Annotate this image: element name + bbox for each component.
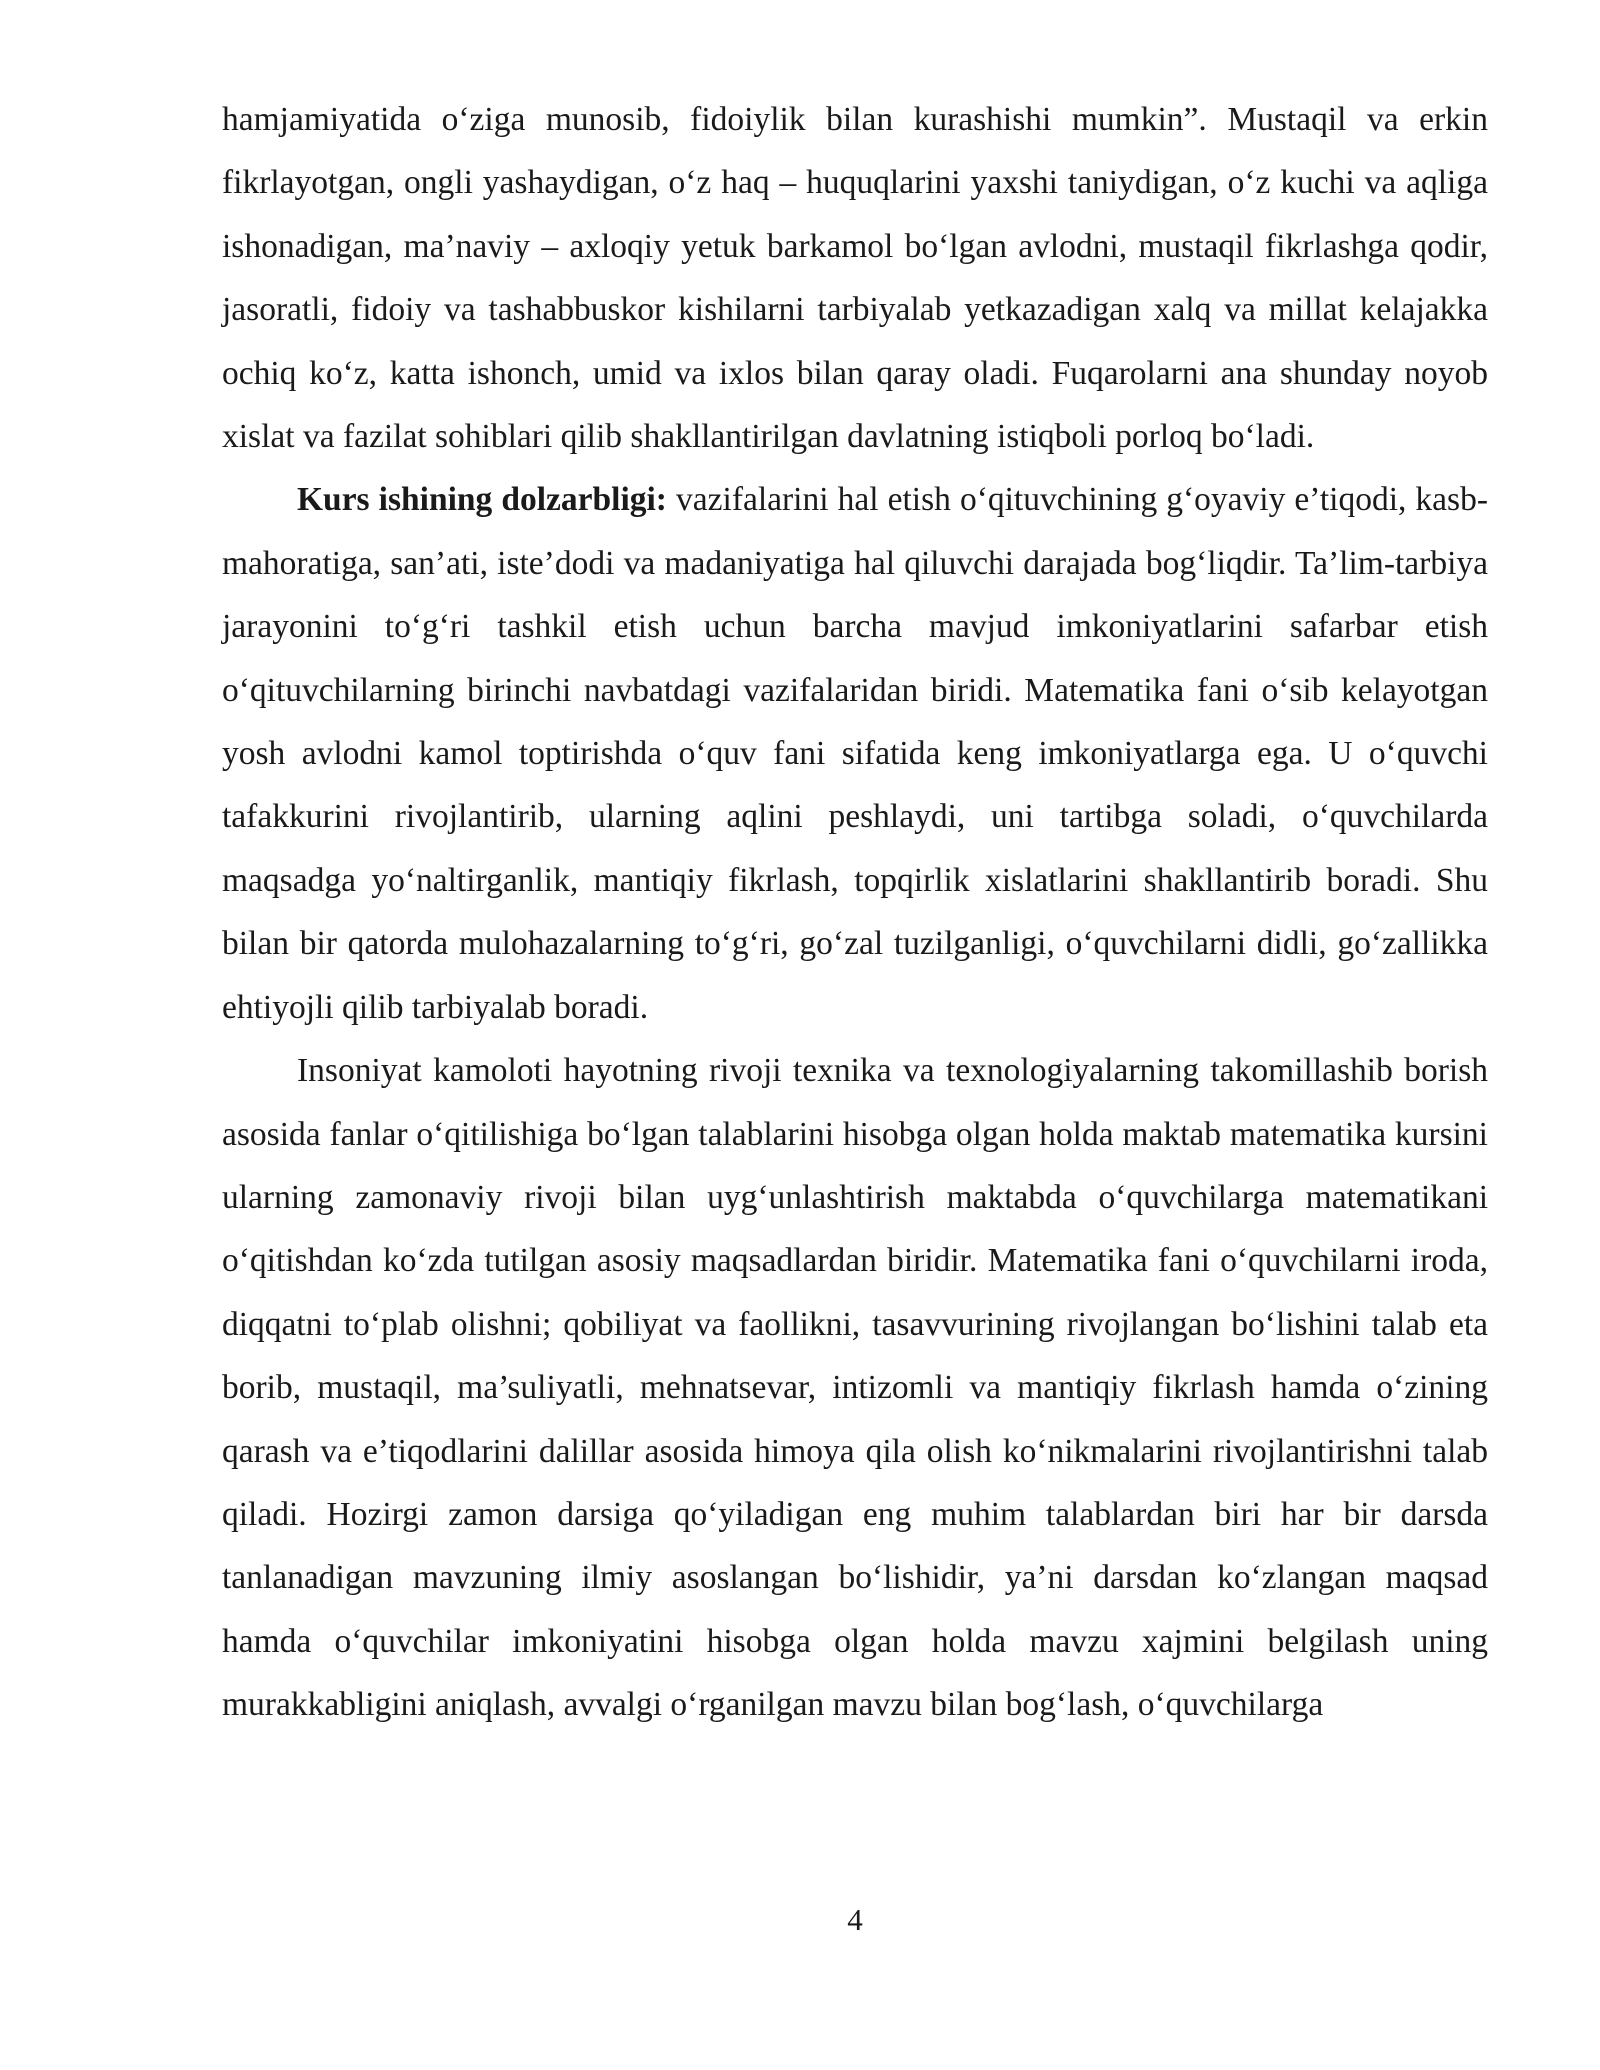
body-text bbox=[222, 88, 1488, 1737]
paragraph-2 bbox=[222, 468, 1488, 1039]
page-number: 4 bbox=[847, 1902, 863, 1937]
paragraph-2-lead: Kurs ishining dolzarbligi: bbox=[297, 481, 667, 519]
paragraph-3: Insoniyat kamoloti hayotning rivoji texnika va texnologiyalarning takomillashib borish asosida fanlar o‘qitilishiga bo‘lgan talablarini hisobga olgan holda maktab matematika kursini ularning zamonaviy rivoji bilan uyg‘unlashtirish maktabda o‘quvchilarga matematikani o‘qitishdan ko‘zda tutilgan asosiy maqsadlardan biridir. Matematika fani o‘quvchilarni iroda, diqqatni to‘plab olishni; qobiliyat va faollikni, tasavvurining rivojlangan bo‘lishini talab eta borib, mustaqil, ma’suliyatli, mehnatsevar, intizomli va mantiqiy fikrlash hamda o‘zining qarash va e’tiqodlarini dalillar asosida himoya qila olish ko‘nikmalarini rivojlantirishni talab qiladi. Hozirgi zamon darsiga qo‘yiladigan eng muhim talablardan biri har bir darsda tanlanadigan mavzuning ilmiy asoslangan bo‘lishidir, ya’ni darsdan ko‘zlangan maqsad hamda o‘quvchilar imkoniyatini hisobga olgan holda mavzu xajmini belgilash uning murakkabligini aniqlash, avvalgi o‘rganilgan mavzu bilan bog‘lash, o‘quvchilarga bbox=[222, 1052, 1488, 1724]
paragraph-2-body: vazifalarini hal etish o‘qituvchining g‘oyaviy e’tiqodi, kasb-mahoratiga, san’ati, iste’dodi va madaniyatiga hal qiluvchi darajada bog‘liqdir. Ta’lim-tarbiya jarayonini to‘g‘ri tashkil etish uchun barcha mavjud imkoniyatlarini safarbar etish o‘qituvchilarning birinchi navbatdagi vazifalaridan biridi. Matematika fani o‘sib kelayotgan yosh avlodni kamol toptirishda o‘quv fani sifatida keng imkoniyatlarga ega. U o‘quvchi tafakkurini rivojlantirib, ularning aqlini peshlaydi, uni tartibga soladi, o‘quvchilarda maqsadga yo‘naltirganlik, mantiqiy fikrlash, topqirlik xislatlarini shakllantirib boradi. Shu bilan bir qatorda mulohazalarning to‘g‘ri, go‘zal tuzilganligi, o‘quvchilarni didli, go‘zallikka ehtiyojli qilib tarbiyalab boradi. bbox=[222, 481, 1488, 1026]
paragraph-1: hamjamiyatida o‘ziga munosib, fidoiylik bilan kurashishi mumkin”. Mustaqil va erkin fikrlayotgan, ongli yashaydigan, o‘z haq – huquqlarini yaxshi taniydigan, o‘z kuchi va aqliga ishonadigan, ma’naviy – axloqiy yetuk barkamol bo‘lgan avlodni, mustaqil fikrlashga qodir, jasoratli, fidoiy va tashabbuskor kishilarni tarbiyalab yetkazadigan xalq va millat kelajakka ochiq ko‘z, katta ishonch, umid va ixlos bilan qaray oladi. Fuqarolarni ana shunday noyob xislat va fazilat sohiblari qilib shakllantirilgan davlatning istiqboli porloq bo‘ladi. bbox=[222, 101, 1488, 456]
